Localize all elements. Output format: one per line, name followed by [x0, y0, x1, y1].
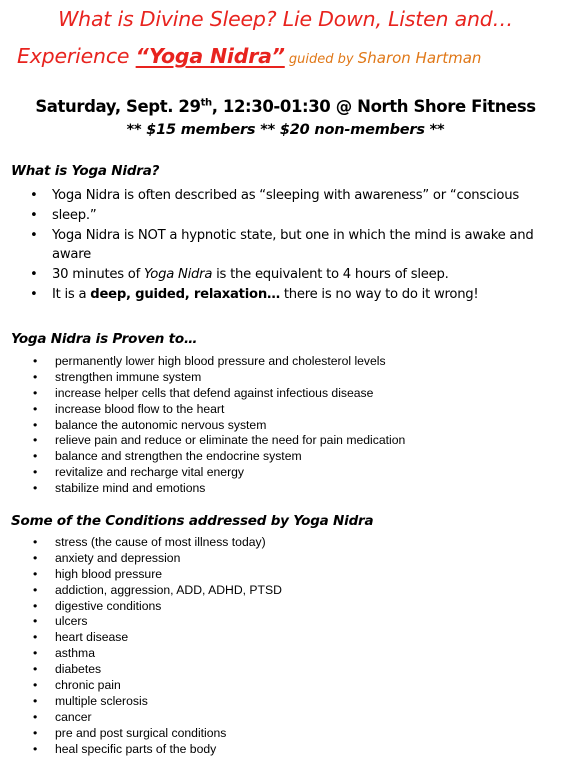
list-item: • increase helper cells that defend against infectious disease	[33, 385, 374, 400]
guided-by	[284, 49, 482, 67]
bullet: •	[33, 662, 38, 677]
bullet: •	[33, 709, 38, 724]
list-item: • Yoga Nidra is NOT a hypnotic state, but one in which the mind is awake and	[30, 226, 565, 246]
list-item: • revitalize and recharge vital energy	[33, 465, 245, 480]
list-item: • stress (the cause of most illness today)	[33, 535, 266, 549]
bullet: •	[33, 693, 38, 708]
bullet: •	[30, 227, 38, 243]
list-item: • chronic pain	[33, 678, 121, 693]
yoga-nidra-highlight: “Yoga Nidra”	[135, 44, 285, 68]
bullet: •	[30, 286, 38, 302]
list-item: • stabilize mind and emotions	[33, 481, 206, 496]
list-item: • 30 minutes of Yoga Nidra is the equivalent to 4 hours of sleep.	[30, 265, 565, 285]
list-item: • Yoga Nidra is often described as “sleeping with awareness” or “conscious	[30, 186, 565, 206]
list-item: • cancer	[33, 709, 92, 724]
list-item: • heal specific parts of the body	[33, 741, 217, 756]
bullet: •	[33, 465, 38, 480]
list-item: • balance the autonomic nervous system	[33, 417, 267, 432]
list-item: • asthma	[33, 646, 95, 661]
list-item: • anxiety and depression	[33, 550, 181, 565]
section-heading-conditions: Some of the Conditions addressed by Yoga Nidra	[11, 513, 374, 529]
event-time-location: , 12:30-01:30 @ North Shore Fitness	[211, 97, 536, 116]
conditions-list	[33, 535, 282, 757]
list-item: • relieve pain and reduce or eliminate the need for pain medication	[33, 433, 406, 448]
proven-benefits-list	[33, 354, 405, 497]
bullet: •	[33, 481, 38, 496]
bullet: •	[33, 535, 38, 549]
section-heading-what-is: What is Yoga Nidra?	[11, 163, 160, 179]
bullet: •	[33, 646, 38, 661]
bullet: •	[33, 385, 38, 400]
event-prices: ** $15 members ** $20 non-members **	[126, 122, 445, 138]
flyer-title-line2	[17, 44, 481, 68]
list-item: • diabetes	[33, 662, 102, 677]
bullet: •	[33, 678, 38, 693]
list-item: • addiction, aggression, ADD, ADHD, PTSD	[33, 582, 282, 597]
list-item: • digestive conditions	[33, 598, 162, 613]
flyer-title-line1: What is Divine Sleep? Lie Down, Listen and…	[58, 7, 513, 31]
bullet: •	[33, 614, 38, 629]
bullet: •	[33, 417, 38, 432]
bullet: •	[33, 582, 38, 597]
bullet: •	[30, 188, 38, 203]
list-item: • permanently lower high blood pressure and cholesterol levels	[33, 354, 386, 368]
bullet: •	[33, 630, 38, 645]
bullet: •	[33, 354, 38, 368]
guide-name: Sharon Hartman	[357, 49, 482, 67]
list-item: • balance and strengthen the endocrine system	[33, 449, 302, 464]
bullet: •	[33, 725, 38, 740]
bullet: •	[33, 369, 38, 384]
bullet: •	[33, 741, 38, 756]
list-item: • ulcers	[33, 614, 88, 629]
list-item: • pre and post surgical conditions	[33, 725, 227, 740]
list-item: • It is a deep, guided, relaxation… there is no way to do it wrong!	[30, 285, 565, 305]
bullet: •	[33, 566, 38, 581]
date-ordinal-suffix: th	[200, 97, 212, 109]
section-heading-proven: Yoga Nidra is Proven to…	[11, 331, 198, 347]
bullet: •	[30, 207, 38, 223]
list-item-continuation: aware	[52, 247, 91, 263]
event-day: Saturday, Sept. 29	[35, 97, 201, 116]
bullet: •	[33, 550, 38, 565]
list-item: • high blood pressure	[33, 566, 163, 581]
bullet: •	[33, 598, 38, 613]
bullet: •	[33, 433, 38, 448]
bullet: •	[33, 401, 38, 416]
event-date-time-location	[0, 97, 571, 116]
list-item: • increase blood flow to the heart	[33, 401, 225, 416]
list-item: • strengthen immune system	[33, 369, 202, 384]
list-item: • sleep.”	[30, 206, 565, 226]
title-prefix: Experience	[17, 44, 136, 68]
bullet: •	[33, 449, 38, 464]
bullet: •	[30, 267, 38, 283]
list-item: • heart disease	[33, 630, 129, 645]
guided-by-label: guided by	[284, 52, 358, 67]
what-is-list	[30, 186, 565, 305]
list-item: • multiple sclerosis	[33, 693, 148, 708]
